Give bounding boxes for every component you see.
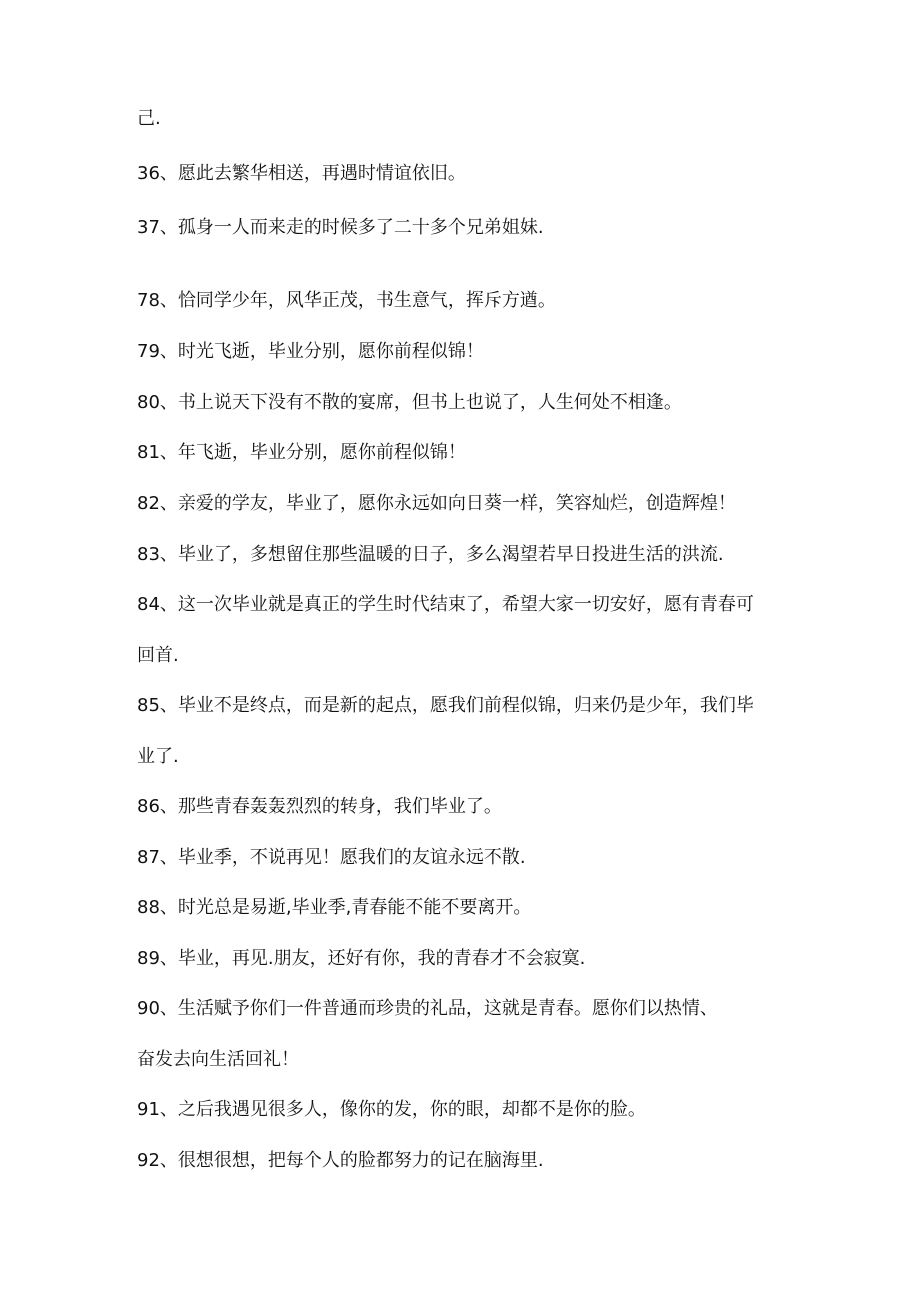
text-line-91: 91、之后我遇见很多人，像你的发，你的眼，却都不是你的脸。 [137, 1099, 646, 1120]
text-line-86: 86、那些青春轰轰烈烈的转身，我们毕业了。 [137, 796, 502, 817]
text-line-80: 80、书上说天下没有不散的宴席，但书上也说了，人生何处不相逢。 [137, 392, 682, 413]
text-line-81: 81、年飞逝，毕业分别，愿你前程似锦！ [137, 442, 466, 463]
text-line-82: 82、亲爱的学友，毕业了，愿你永远如向日葵一样，笑容灿烂，创造辉煌！ [137, 493, 736, 514]
text-line-85-cont: 业了. [137, 746, 179, 767]
text-line-90: 90、生活赋予你们一件普通而珍贵的礼品，这就是青春。愿你们以热情、 [137, 998, 718, 1019]
text-line-84-cont: 回首. [137, 645, 179, 666]
text-line-87: 87、毕业季，不说再见！愿我们的友谊永远不散. [137, 847, 526, 868]
text-line-92: 92、很想很想，把每个人的脸都努力的记在脑海里. [137, 1150, 544, 1171]
text-line-36: 36、愿此去繁华相送，再遇时情谊依旧。 [137, 163, 466, 184]
text-line-78: 78、恰同学少年，风华正茂，书生意气，挥斥方遒。 [137, 290, 556, 311]
text-line-83: 83、毕业了，多想留住那些温暖的日子，多么渴望若早日投进生活的洪流. [137, 544, 724, 565]
text-line-88: 88、时光总是易逝,毕业季,青春能不能不要离开。 [137, 897, 532, 918]
text-line-fragment: 己. [137, 108, 161, 129]
text-line-37: 37、孤身一人而来走的时候多了二十多个兄弟姐妹. [137, 217, 544, 238]
text-line-90-cont: 奋发去向生活回礼！ [137, 1049, 299, 1070]
text-line-85: 85、毕业不是终点，而是新的起点，愿我们前程似锦，归来仍是少年，我们毕 [137, 695, 754, 716]
text-line-89: 89、毕业，再见.朋友，还好有你，我的青春才不会寂寞. [137, 948, 586, 969]
text-line-84: 84、这一次毕业就是真正的学生时代结束了，希望大家一切安好，愿有青春可 [137, 594, 754, 615]
text-line-79: 79、时光飞逝，毕业分别，愿你前程似锦！ [137, 341, 484, 362]
